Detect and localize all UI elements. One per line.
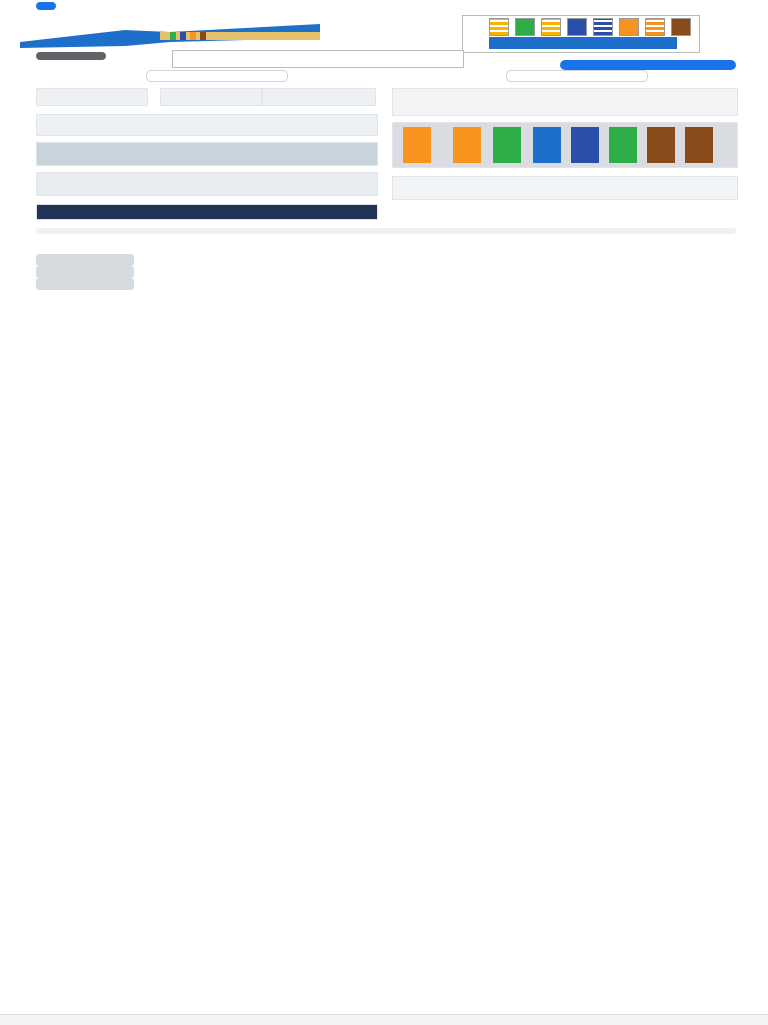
visit-button[interactable] [560, 60, 736, 70]
source-favicon-icon [36, 52, 106, 60]
source-header [36, 0, 64, 10]
share-button[interactable] [146, 70, 288, 82]
related-search-item[interactable] [36, 278, 736, 294]
thumb-right-1[interactable] [392, 88, 738, 116]
connector-base [489, 37, 677, 49]
source-favicon-icon [36, 2, 56, 10]
related-thumb [36, 266, 134, 278]
pin-4 [567, 18, 587, 36]
thumb-left-1c[interactable] [262, 88, 376, 106]
thumb-left-5[interactable] [36, 204, 378, 220]
pin-8 [671, 18, 691, 36]
thumb-right-2[interactable] [392, 122, 738, 168]
action-row [36, 70, 736, 80]
pin-3 [541, 18, 561, 36]
thumb-left-1b[interactable] [160, 88, 262, 106]
thumb-right-3[interactable] [392, 176, 738, 200]
pin-6 [619, 18, 639, 36]
wiring-strip-image [393, 123, 737, 167]
thumb-left-2[interactable] [36, 114, 378, 136]
thumb-left-4[interactable] [36, 172, 378, 196]
related-thumb [36, 278, 134, 290]
connector-pin-diagram [462, 15, 700, 53]
pin-5 [593, 18, 613, 36]
pin-7 [645, 18, 665, 36]
cable-illustration [20, 20, 370, 48]
save-button[interactable] [506, 70, 648, 82]
pin-1 [489, 18, 509, 36]
thumb-left-1a[interactable] [36, 88, 148, 106]
related-thumb [36, 254, 134, 266]
pin-2 [515, 18, 535, 36]
see-more-bar[interactable] [36, 228, 736, 234]
thumb-left-3[interactable] [36, 142, 378, 166]
footer-bar [0, 1014, 768, 1025]
